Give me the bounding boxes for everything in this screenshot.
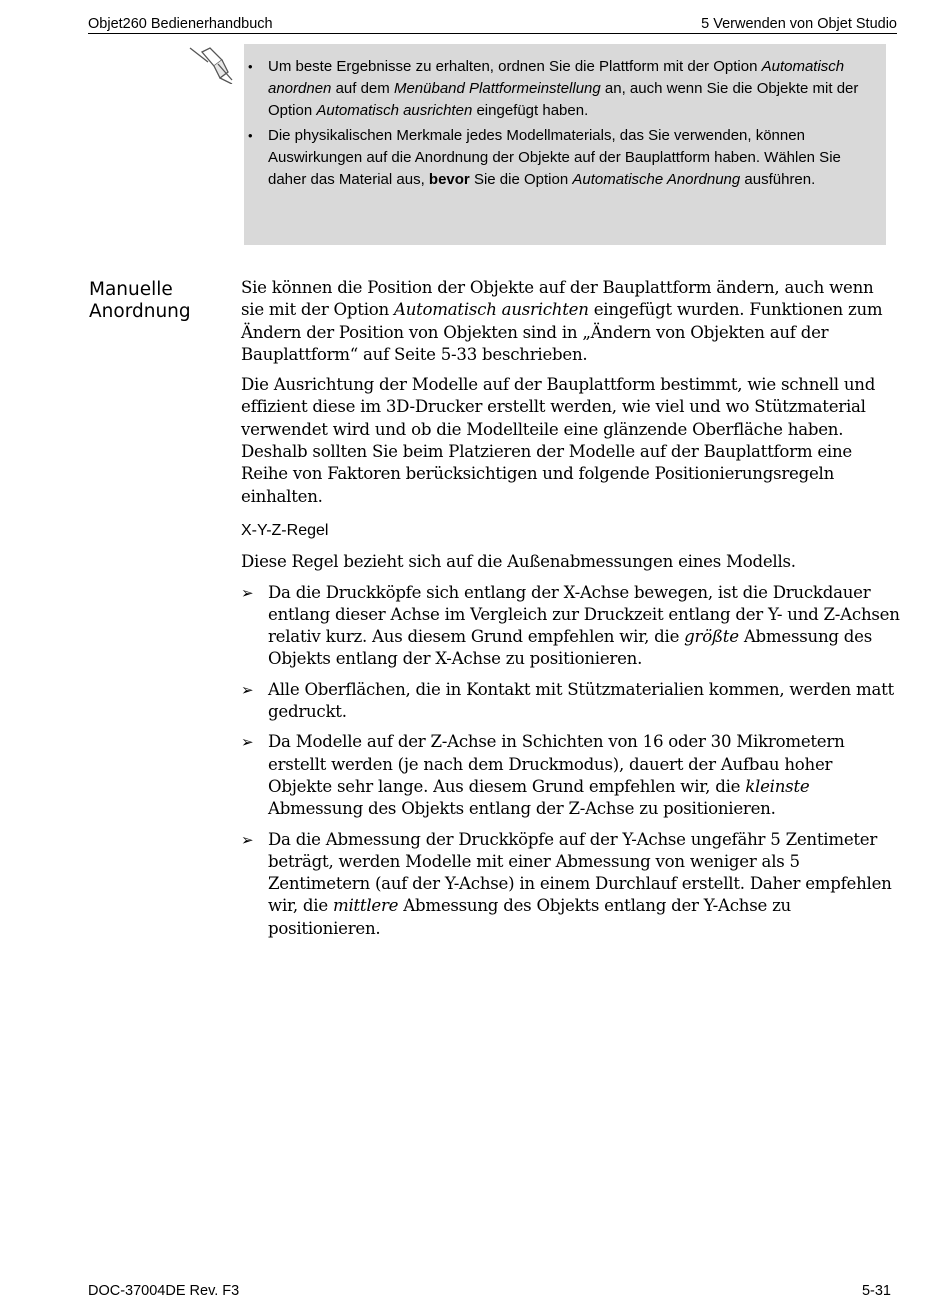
rule-item: ➢ Da die Abmessung der Druckköpfe auf der Y-Achse ungefähr 5 Zentimeter beträgt, werden Modelle mit einer Abmessung von weniger als 5 Zentimetern (auf der Y-Achse) in einem Durchlauf erstellt. Daher empfehlen wir, die mittlere Abmessung des Objekts entlang der Y-Achse zu positionieren. xyxy=(241,829,892,938)
rule-item: ➢ Alle Oberflächen, die in Kontakt mit Stützmaterialien kommen, werden matt gedruckt. xyxy=(241,679,894,722)
header-chapter-title: 5 Verwenden von Objet Studio xyxy=(701,16,897,32)
note-box xyxy=(244,44,886,245)
document-id: DOC-37004DE Rev. F3 xyxy=(88,1283,240,1299)
note-item: • Die physikalischen Merkmale jedes Modellmaterials, das Sie verwenden, können Auswirkungen auf die Anordnung der Objekte auf der Bauplattform haben. Wählen Sie daher das Material aus, bevor Sie die Option Automatische Anordnung ausführen. xyxy=(268,125,864,191)
arrow-bullet-icon: ➢ xyxy=(241,583,254,602)
header-manual-title: Objet260 Bedienerhandbuch xyxy=(88,16,273,32)
paragraph: Sie können die Position der Objekte auf der Bauplattform ändern, auch wenn sie mit der Option Automatisch ausrichten eingefügt wurden. Funktionen zum Ändern der Position von Objekten sind in „Ändern von Objekten auf der Bauplattform“ auf Seite 5-33 beschrieben. xyxy=(241,278,883,364)
pushpin-note-icon xyxy=(188,44,236,84)
arrow-bullet-icon: ➢ xyxy=(241,733,254,752)
paragraph: Diese Regel bezieht sich auf die Außenabmessungen eines Modells. xyxy=(241,552,796,572)
arrow-bullet-icon: ➢ xyxy=(241,830,254,849)
subheading: X-Y-Z-Regel xyxy=(241,521,329,539)
paragraph: Die Ausrichtung der Modelle auf der Bauplattform bestimmt, wie schnell und effizient diese im 3D-Drucker erstellt werden, wie viel und wo Stützmaterial verwendet wird und ob die Modellteile eine glänzende Oberfläche haben. Deshalb sollten Sie beim Platzieren der Modelle auf der Bauplattform eine Reihe von Faktoren berücksichtigen und folgende Positionierungsregeln einhalten. xyxy=(241,375,876,506)
rule-item: ➢ Da Modelle auf der Z-Achse in Schichten von 16 oder 30 Mikrometern erstellt werden (je nach dem Druckmodus), dauert der Aufbau hoher Objekte sehr lange. Aus diesem Grund empfehlen wir, die kleinste Abmessung des Objekts entlang der Z-Achse zu positionieren. xyxy=(241,732,845,819)
section-body xyxy=(241,277,901,948)
page-footer xyxy=(88,1283,891,1299)
page-header xyxy=(88,12,897,34)
note-item: • Um beste Ergebnisse zu erhalten, ordnen Sie die Plattform mit der Option Automatisch anordnen auf dem Menüband Plattformeinstellung an, auch wenn Sie die Objekte mit der Option Automatisch ausrichten eingefügt haben. xyxy=(268,56,864,122)
arrow-bullet-icon: ➢ xyxy=(241,680,254,699)
rule-item: ➢ Da die Druckköpfe sich entlang der X-Achse bewegen, ist die Druckdauer entlang dieser Achse im Vergleich zur Druckzeit entlang der Y- und Z-Achsen relativ kurz. Aus diesem Grund empfehlen wir, die größte Abmessung des Objekts entlang der X-Achse zu positionieren. xyxy=(241,582,900,669)
page-number: 5-31 xyxy=(861,1283,891,1299)
section-heading: Manuelle Anordnung xyxy=(89,279,191,322)
